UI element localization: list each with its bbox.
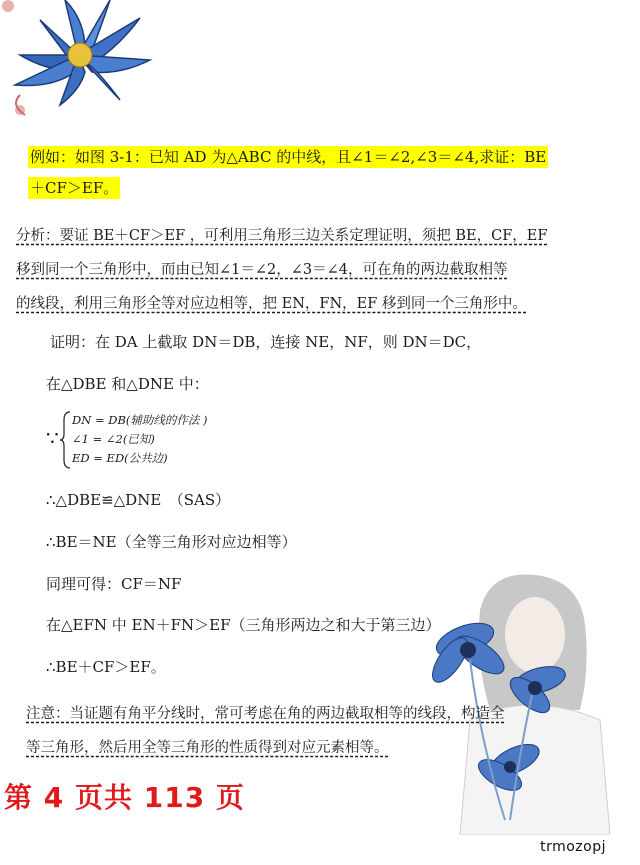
condition-row: DN = DB(辅助线的作法 ) <box>72 413 208 427</box>
watermark: trmozopj <box>540 839 606 855</box>
condition-row: ∠1 = ∠2(已知) <box>72 432 155 446</box>
proof-line-7: ∴BE＋CF＞EF。 <box>46 658 166 676</box>
analysis-paragraph <box>16 219 576 321</box>
proof-line-4: ∴BE＝NE（全等三角形对应边相等） <box>46 533 297 551</box>
brace-icon <box>60 410 72 470</box>
condition-brace-block <box>46 408 286 472</box>
analysis-line-2: 移到同一个三角形中，而由已知∠1＝∠2，∠3＝∠4，可在角的两边截取相等 <box>16 262 508 278</box>
example-line-1: 例如：如图 3-1：已知 AD 为△ABC 的中线，且∠1＝∠2,∠3＝∠4,求证：BE <box>30 148 547 166</box>
note-line-1: 注意：当证题有角平分线时，常可考虑在角的两边截取相等的线段，构造全 <box>26 706 505 722</box>
because-symbol: ∵ <box>46 426 59 450</box>
condition-row: ED = ED(公共边) <box>72 451 168 465</box>
proof-line-5: 同理可得：CF＝NF <box>46 575 182 593</box>
proof-line-6: 在△EFN 中 EN＋FN＞EF（三角形两边之和大于第三边） <box>46 616 441 634</box>
example-paragraph <box>28 142 573 204</box>
example-line-2: ＋CF＞EF。 <box>30 179 119 197</box>
page-number: 第 4 页共 113 页 <box>4 781 245 814</box>
analysis-line-1: 分析：要证 BE＋CF＞EF ，可利用三角形三边关系定理证明，须把 BE，CF，EF <box>16 228 548 244</box>
proof-line-3: ∴△DBE≌△DNE （SAS） <box>46 491 231 509</box>
proof-line-2: 在△DBE 和△DNE 中： <box>46 375 209 393</box>
note-paragraph <box>26 697 586 765</box>
note-line-2: 等三角形，然后用全等三角形的性质得到对应元素相等。 <box>26 740 389 756</box>
flower-decoration-top <box>0 0 180 125</box>
proof-line-1: 证明：在 DA 上截取 DN＝DB，连接 NE，NF，则 DN＝DC， <box>50 333 482 351</box>
analysis-line-3: 的线段，利用三角形全等对应边相等，把 EN，FN，EF 移到同一个三角形中。 <box>16 296 527 312</box>
